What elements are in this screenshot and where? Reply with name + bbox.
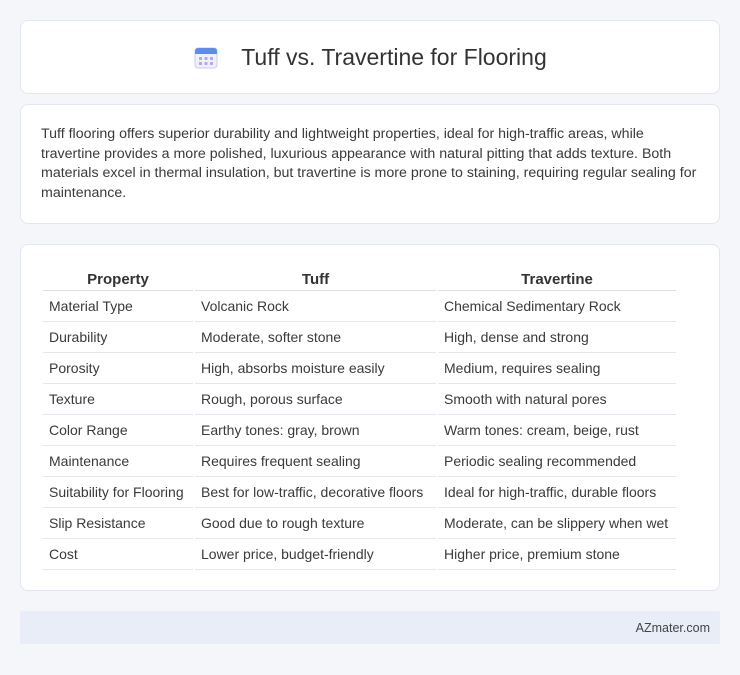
column-header-travertine: Travertine [438, 265, 676, 291]
table-cell: Medium, requires sealing [438, 353, 676, 384]
table-row [43, 322, 676, 353]
table-row [43, 477, 676, 508]
table-cell: Cost [43, 539, 193, 570]
table-cell: Suitability for Flooring [43, 477, 193, 508]
comparison-table [41, 265, 678, 570]
table-cell: Moderate, softer stone [195, 322, 436, 353]
table-cell: Requires frequent sealing [195, 446, 436, 477]
table-cell: Slip Resistance [43, 508, 193, 539]
comparison-table-card [20, 244, 720, 591]
page-title-text: Tuff vs. Travertine for Flooring [241, 43, 547, 70]
table-cell: High, dense and strong [438, 322, 676, 353]
table-cell: Moderate, can be slippery when wet [438, 508, 676, 539]
footer-bar [20, 611, 720, 644]
table-row [43, 384, 676, 415]
table-header-row [43, 265, 676, 291]
table-cell: Maintenance [43, 446, 193, 477]
table-row [43, 415, 676, 446]
calendar-icon [193, 44, 219, 70]
table-cell: Good due to rough texture [195, 508, 436, 539]
table-row [43, 353, 676, 384]
table-cell: High, absorbs moisture easily [195, 353, 436, 384]
summary-card [20, 104, 720, 224]
footer-site-link[interactable]: AZmater.com [635, 620, 710, 635]
table-row [43, 446, 676, 477]
table-cell: Texture [43, 384, 193, 415]
summary-text: Tuff flooring offers superior durability and lightweight properties, ideal for high-traffic areas, while travertine provides a more polished, luxurious appearance with natural pitting that adds texture. Both materials excel in thermal insulation, but travertine is more prone to staining, requiring regular sealing for maintenance. [41, 126, 697, 201]
table-row [43, 508, 676, 539]
table-cell: Material Type [43, 291, 193, 322]
table-cell: Durability [43, 322, 193, 353]
table-cell: Porosity [43, 353, 193, 384]
table-row [43, 291, 676, 322]
table-cell: Rough, porous surface [195, 384, 436, 415]
table-cell: Warm tones: cream, beige, rust [438, 415, 676, 446]
page-title [193, 44, 547, 71]
table-cell: Chemical Sedimentary Rock [438, 291, 676, 322]
table-cell: Color Range [43, 415, 193, 446]
table-cell: Earthy tones: gray, brown [195, 415, 436, 446]
table-cell: Lower price, budget-friendly [195, 539, 436, 570]
column-header-tuff: Tuff [195, 265, 436, 291]
table-cell: Ideal for high-traffic, durable floors [438, 477, 676, 508]
title-card [20, 20, 720, 94]
column-header-property: Property [43, 265, 193, 291]
table-cell: Higher price, premium stone [438, 539, 676, 570]
table-cell: Volcanic Rock [195, 291, 436, 322]
table-cell: Smooth with natural pores [438, 384, 676, 415]
table-cell: Best for low-traffic, decorative floors [195, 477, 436, 508]
table-cell: Periodic sealing recommended [438, 446, 676, 477]
table-row [43, 539, 676, 570]
